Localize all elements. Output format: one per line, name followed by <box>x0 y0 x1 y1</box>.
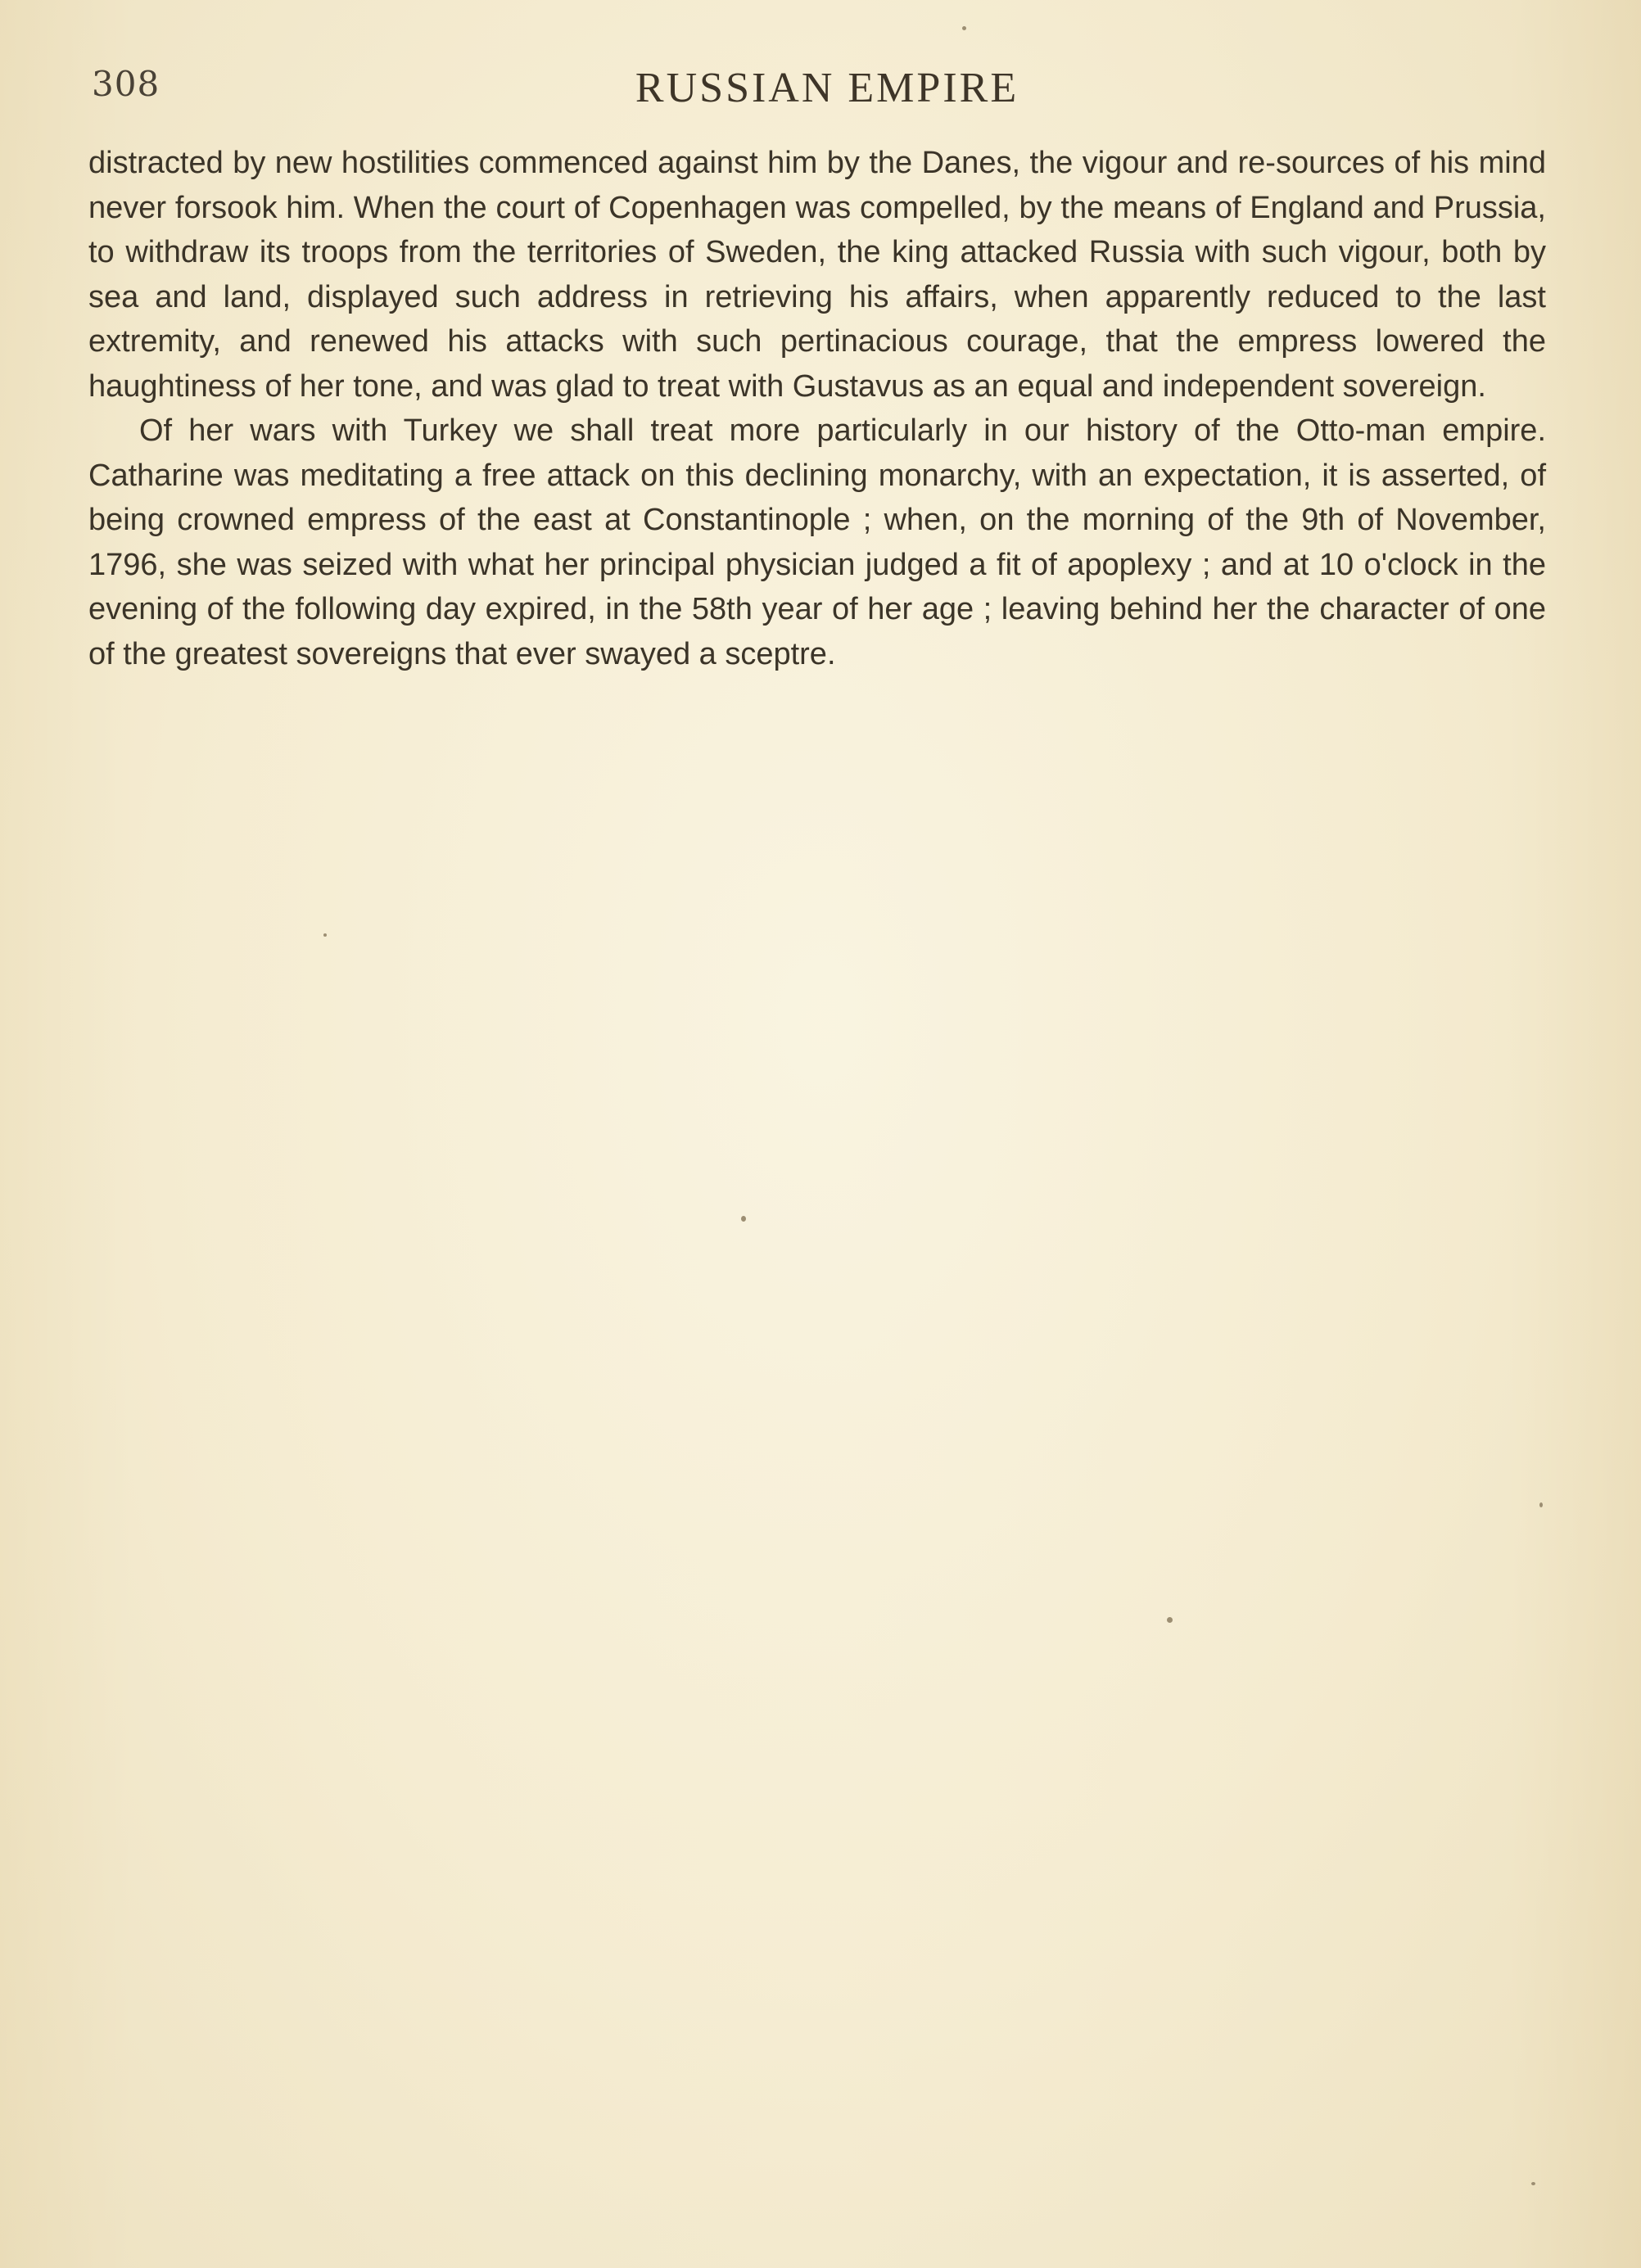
page-number: 308 <box>92 64 160 104</box>
paper-speck <box>323 933 327 937</box>
paper-speck <box>1539 1502 1543 1507</box>
running-title: RUSSIAN EMPIRE <box>635 65 1019 111</box>
paragraph: distracted by new hostilities commenced against him by the Danes, the vigour and re-sources of his mind never forsook him. When the court of Copenhagen was compelled, by the means of England and Prussia, to withdraw its troops from the territories of Sweden, the king attacked Russia with such vigour, both by sea and land, displayed such address in retrieving his affairs, when apparently reduced to the last extremity, and renewed his attacks with such pertinacious courage, that the empress lowered the haughtiness of her tone, and was glad to treat with Gustavus as an equal and independent sovereign. <box>88 146 1546 404</box>
paper-speck <box>1167 1617 1173 1623</box>
paper-speck <box>962 26 966 30</box>
paragraph: Of her wars with Turkey we shall treat more particularly in our history of the Otto-man empire. Catharine was meditating a free attack on this declining monarchy, with an expectation, it is asserted, of being crowned empress of the east at Constantinople ; when, on the morning of the 9th of November, 1796, she was seized with what her principal physician judged a fit of apoplexy ; and at 10 o'clock in the evening of the following day expired, in the 58th year of her age ; leaving behind her the character of one of the greatest sovereigns that ever swayed a sceptre. <box>88 413 1546 671</box>
page-header <box>82 64 1572 121</box>
paper-speck <box>1531 2182 1535 2185</box>
body-text <box>88 141 1546 676</box>
paper-speck <box>741 1216 746 1222</box>
